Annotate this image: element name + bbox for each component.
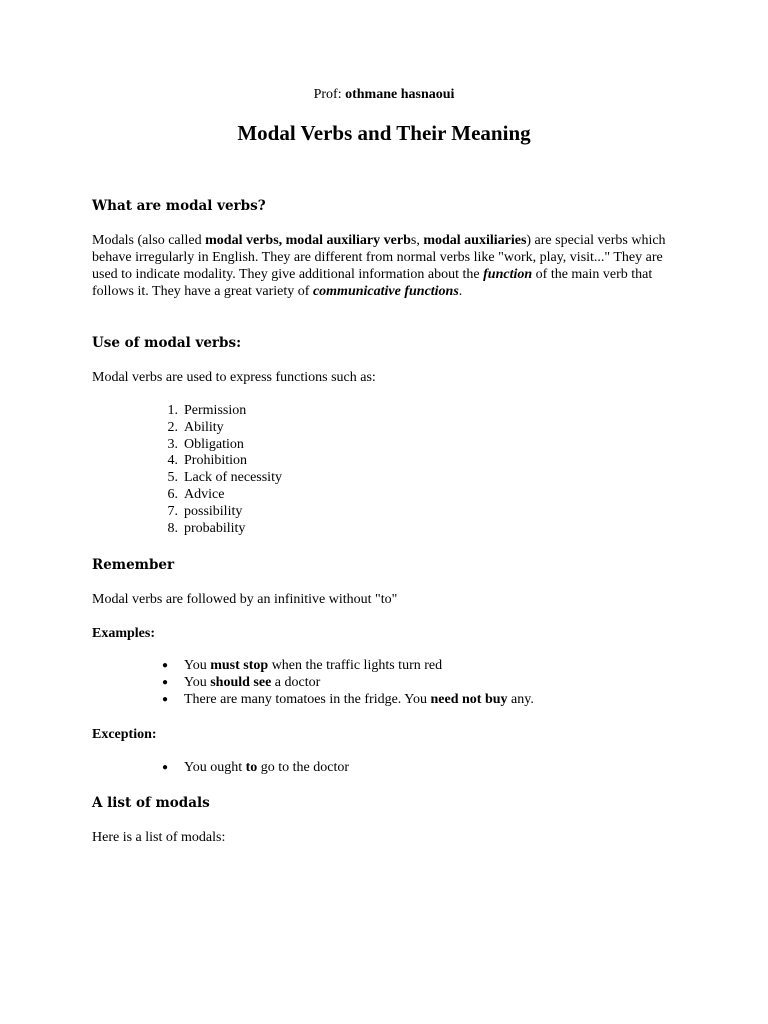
functions-list xyxy=(92,403,682,537)
definition-paragraph xyxy=(92,232,682,300)
list-item: 7. possibility xyxy=(167,503,243,519)
list-item: 6. Advice xyxy=(167,486,225,502)
text-run: ) are special verbs which behave irregularly in English. They are different from normal verbs like "work, play, visit..." They are used to indicate modality. They give additional information about the xyxy=(92,233,666,282)
section-what-are-modal-verbs xyxy=(92,197,682,215)
bold-term: modal verbs, modal auxiliary verb xyxy=(205,233,411,248)
examples-label: Examples: xyxy=(92,626,155,641)
list-item: ● You ought to go to the doctor xyxy=(161,760,350,775)
list-item: 8. probability xyxy=(167,520,246,536)
list-item: 2. Ability xyxy=(167,419,224,435)
author-line xyxy=(0,86,768,104)
list-item: ● You must stop when the traffic lights turn red xyxy=(161,658,443,673)
list-item: 1. Permission xyxy=(167,403,247,418)
bold-italic-term: function xyxy=(483,267,533,282)
author-name: othmane hasnaoui xyxy=(345,87,455,102)
list-item: 5. Lack of necessity xyxy=(167,470,282,486)
section-heading: What are modal verbs? xyxy=(92,198,266,214)
section-list-of-modals xyxy=(92,794,682,812)
text-run: s, xyxy=(410,233,424,248)
bold-term: modal auxiliaries xyxy=(423,233,527,248)
page-title: Modal Verbs and Their Meaning xyxy=(237,121,531,145)
text-run: Modals (also called xyxy=(92,233,206,248)
text-run: of the main verb that follows it. They have a great variety of xyxy=(92,267,653,299)
remember-text: Modal verbs are followed by an infinitive without "to" xyxy=(92,592,398,607)
bullet-icon: ● xyxy=(161,762,169,773)
list-item: ● There are many tomatoes in the fridge. You need not buy any. xyxy=(161,691,534,707)
section-use-of-modal-verbs xyxy=(92,334,682,352)
exception-list xyxy=(92,760,682,777)
section-remember xyxy=(92,556,682,574)
list-intro: Here is a list of modals: xyxy=(92,830,226,845)
bullet-icon: ● xyxy=(161,693,169,705)
text-run: . xyxy=(458,284,463,299)
list-item: 3. Obligation xyxy=(167,436,244,452)
bullet-icon: ● xyxy=(161,660,169,671)
section-heading: Remember xyxy=(92,557,175,573)
section-heading: Use of modal verbs: xyxy=(92,335,242,351)
bold-italic-term: communicative functions xyxy=(312,284,459,299)
examples-list xyxy=(92,658,682,708)
exception-label: Exception: xyxy=(92,727,157,742)
author-prefix: Prof: xyxy=(313,87,342,102)
list-item: ● You should see a doctor xyxy=(161,674,321,690)
section-heading: A list of modals xyxy=(92,795,210,811)
list-item: 4. Prohibition xyxy=(167,453,248,469)
use-intro: Modal verbs are used to express functions such as: xyxy=(92,370,376,385)
bullet-icon: ● xyxy=(161,676,169,688)
